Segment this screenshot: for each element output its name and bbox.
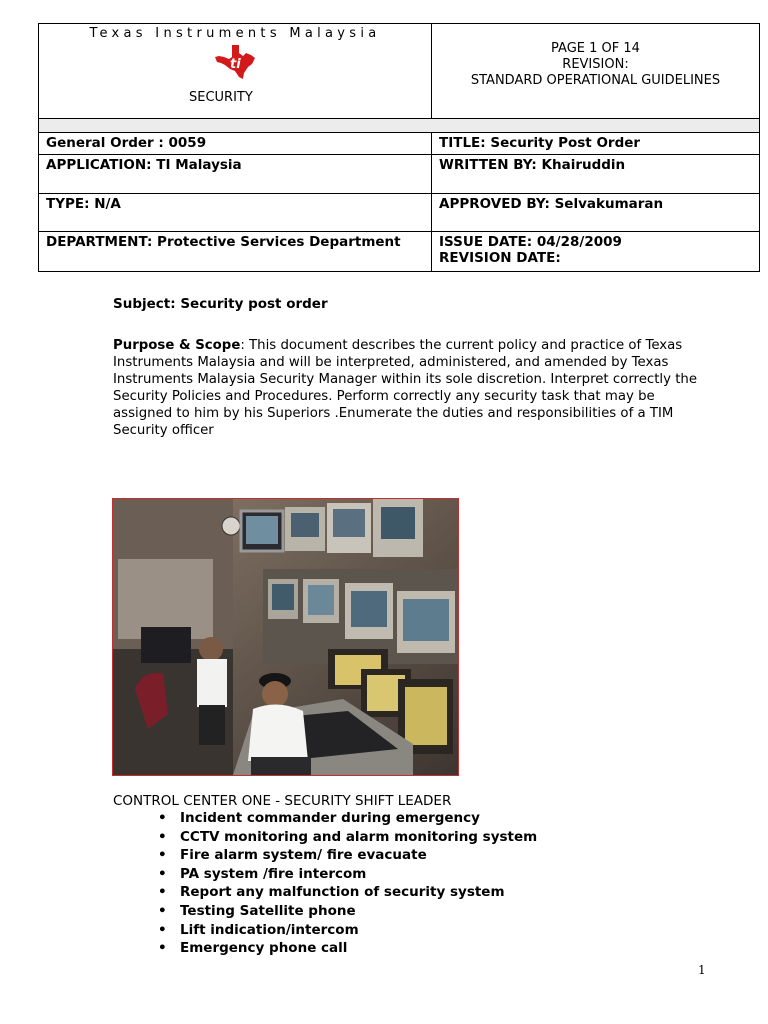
header-table bbox=[38, 23, 760, 272]
purpose-text: : This document describes the current policy and practice of Texas Instruments Malaysia and will be interpreted, administered, and amended by Texas Instruments Malaysia Security Manager within its sole discretion. Interpret correctly the Security Policies and Procedures. Perform correctly any security task that may be assigned to him by his Superiors .Enumerate the duties and responsibilities of a TIM Security officer bbox=[113, 338, 698, 438]
page-count: PAGE 1 OF 14 bbox=[551, 41, 640, 56]
control-room-photo bbox=[112, 498, 459, 776]
table-row bbox=[39, 155, 760, 194]
page-info-cell bbox=[432, 24, 760, 119]
list-item: • PA system /fire intercom bbox=[158, 865, 537, 884]
doc-type: STANDARD OPERATIONAL GUIDELINES bbox=[470, 73, 721, 88]
company-cell bbox=[39, 24, 432, 119]
doc-title: TITLE: Security Post Order bbox=[432, 133, 760, 155]
revision-label: REVISION: bbox=[562, 57, 629, 72]
dates-cell bbox=[432, 232, 760, 272]
list-item: • Report any malfunction of security system bbox=[158, 883, 537, 902]
table-row bbox=[39, 133, 760, 155]
department: DEPARTMENT: Protective Services Department bbox=[39, 232, 432, 272]
company-name: Texas Instruments Malaysia bbox=[89, 26, 381, 41]
purpose-paragraph bbox=[113, 337, 713, 439]
table-row bbox=[39, 232, 760, 272]
security-label: SECURITY bbox=[189, 90, 253, 105]
list-item: • Fire alarm system/ fire evacuate bbox=[158, 846, 537, 865]
subject-line: Subject: Security post order bbox=[113, 296, 328, 312]
list-item: • Incident commander during emergency bbox=[158, 809, 537, 828]
revision-date: REVISION DATE: bbox=[439, 250, 561, 266]
purpose-lead: Purpose & Scope bbox=[113, 338, 241, 353]
list-item: • Lift indication/intercom bbox=[158, 921, 537, 940]
section-title: CONTROL CENTER ONE - SECURITY SHIFT LEADER bbox=[113, 793, 452, 809]
table-row bbox=[39, 194, 760, 232]
list-item: • Testing Satellite phone bbox=[158, 902, 537, 921]
list-item: • Emergency phone call bbox=[158, 939, 537, 958]
type: TYPE: N/A bbox=[39, 194, 432, 232]
general-order: General Order : 0059 bbox=[39, 133, 432, 155]
page-number: 1 bbox=[698, 963, 706, 977]
written-by: WRITTEN BY: Khairuddin bbox=[432, 155, 760, 194]
application: APPLICATION: TI Malaysia bbox=[39, 155, 432, 194]
list-item: • CCTV monitoring and alarm monitoring system bbox=[158, 828, 537, 847]
issue-date: ISSUE DATE: 04/28/2009 bbox=[439, 234, 622, 250]
duties-list bbox=[158, 809, 537, 958]
control-room-image bbox=[113, 499, 458, 775]
ti-logo-icon bbox=[212, 44, 258, 80]
approved-by: APPROVED BY: Selvakumaran bbox=[432, 194, 760, 232]
spacer-row bbox=[39, 119, 760, 133]
svg-text:ti: ti bbox=[230, 57, 241, 72]
